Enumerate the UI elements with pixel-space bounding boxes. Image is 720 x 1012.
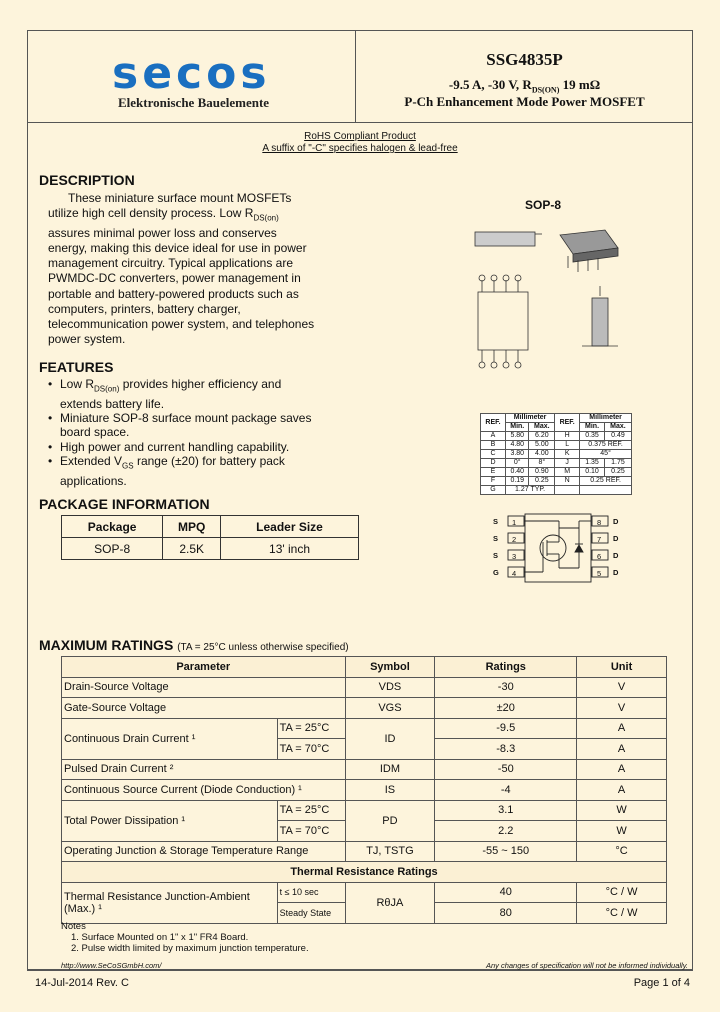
features-heading: FEATURES [39,359,114,375]
pin-num-8: 8 [597,518,602,527]
table-row: A 5.80 6.20 H 0.35 0.49 [481,432,632,441]
thermal-heading: Thermal Resistance Ratings [62,862,667,883]
rohs-note: RoHS Compliant Product [304,131,416,142]
table-row: TA = 70°C -8.3 A [62,739,667,760]
mpq-value: 2.5K [163,538,221,560]
feature-item: • High power and current handling capability. [48,439,290,454]
ratings-header: Ratings [435,657,577,678]
table-row: Continuous Source Current (Diode Conduction) ¹ IS -4 A [62,780,667,801]
notes: Notes 1. Surface Mounted on 1" x 1" FR4 Board. 2. Pulse width limited by maximum junction temperature. [61,921,309,954]
mpq-header: MPQ [163,516,221,538]
symbol-header: Symbol [345,657,435,678]
device-description: P-Ch Enhancement Mode Power MOSFET [404,94,645,109]
side-view-body [475,232,535,246]
table-row: D 0° 8° J 1.35 1.75 [481,459,632,468]
end-view-body [592,298,608,346]
millimeter-header: Millimeter [506,414,555,423]
table-row: C 3.80 4.00 K 45° [481,450,632,459]
package-drawing [470,220,650,380]
halogen-note: A suffix of "-C" specifies halogen & lead-free [262,143,458,154]
features-list [48,377,318,488]
dimensions-table [480,413,632,495]
description-heading: DESCRIPTION [39,172,135,188]
pin-label-d6: D [613,551,619,560]
unit-header: Unit [577,657,667,678]
pin-label-s1: S [493,517,499,526]
page-number: Page 1 of 4 [633,977,690,989]
part-number: SSG4835P [486,50,563,69]
max-header: Max. [529,423,555,432]
min-header: Min. [506,423,529,432]
package-info-heading: PACKAGE INFORMATION [39,496,210,512]
table-row: Total Power Dissipation ¹ TA = 25°C PD 3.1 W [62,800,667,821]
package-header: Package [62,516,163,538]
table-row [62,862,667,883]
company-subtitle: Elektronische Bauelemente [118,95,270,110]
ref-header: REF. [555,414,580,432]
max-ratings-table [61,656,667,924]
table-row: E 0.40 0.90 M 0.10 0.25 [481,468,632,477]
max-ratings-heading: MAXIMUM RATINGS (TA = 25°C unless otherwise specified) [39,637,349,653]
pin-num-7: 7 [597,535,602,544]
table-row: TA = 70°C 2.2 W [62,821,667,842]
min-header: Min. [580,423,605,432]
description-text: These miniature surface mount MOSFETs utilize high cell density process. Low $R_{DS(on)}$ assures minimal power loss and conserves energy, making this device ideal for use in power management circuitry. Typical applications are PWMDC-DC converters, power management in portable and battery-powered products such as computers, printers, battery charger, telecommunication power system, and telephones power system. [48,191,315,347]
table-row: F 0.19 0.25 N 0.25 REF. [481,477,632,486]
table-row: Drain-Source Voltage VDS -30 V [62,677,667,698]
disclaimer: Any changes of specification will not be informed individually. [485,961,688,970]
feature-item: • Extended $V_{GS}$ range (±20) for battery pack applications. [48,453,285,488]
ref-header: REF. [481,414,506,432]
pin-num-2: 2 [512,535,517,544]
pin-label-g: G [493,568,499,577]
footer-line [27,970,693,971]
pin-num-3: 3 [512,552,517,561]
table-row: Pulsed Drain Current ² IDM -50 A [62,759,667,780]
table-row: Thermal Resistance Junction-Ambient (Max.) ¹ t ≤ 10 sec RθJA 40 °C / W [62,882,667,903]
feature-item: • Low $R_{DS(on)}$ provides higher efficiency and extends battery life. [48,377,282,411]
package-table [61,515,359,560]
pin-label-d7: D [613,534,619,543]
revision-date: 14-Jul-2014 Rev. C [35,977,129,989]
table-row: G 1.27 TYP. [481,486,632,495]
pin-num-6: 6 [597,552,602,561]
parameter-header: Parameter [62,657,346,678]
table-row: Continuous Drain Current ¹ TA = 25°C ID -9.5 A [62,718,667,739]
pin-label-d8: D [613,517,619,526]
max-header: Max. [604,423,631,432]
millimeter-header: Millimeter [580,414,632,423]
table-row: B 4.80 5.00 L 0.375 REF. [481,441,632,450]
table-row: Steady State 80 °C / W [62,903,667,924]
spec-line: -9.5 A, -30 V, $R_{DS(ON)}$ 19 mΩ [448,77,601,95]
pin-num-4: 4 [512,569,517,578]
pin-num-5: 5 [597,569,602,578]
package-value: SOP-8 [62,538,163,560]
sop-label: SOP-8 [525,198,562,212]
leader-size-value: 13' inch [221,538,359,560]
pin-num-1: 1 [512,518,517,527]
table-row: Operating Junction & Storage Temperature Range TJ, TSTG -55 ~ 150 °C [62,841,667,862]
pin-label-s2: S [493,534,499,543]
company-logo: secos [112,48,271,99]
header-bottom-line [27,122,693,123]
top-view-body [478,292,528,350]
mosfet-symbol [540,535,566,561]
pin-label-d5: D [613,568,619,577]
pin-label-s3: S [493,551,499,560]
company-url[interactable]: http://www.SeCoSGmbH.com/ [61,961,162,970]
leader-size-header: Leader Size [221,516,359,538]
feature-item: • Miniature SOP-8 surface mount package saves board space. [48,410,312,440]
table-row: Gate-Source Voltage VGS ±20 V [62,698,667,719]
